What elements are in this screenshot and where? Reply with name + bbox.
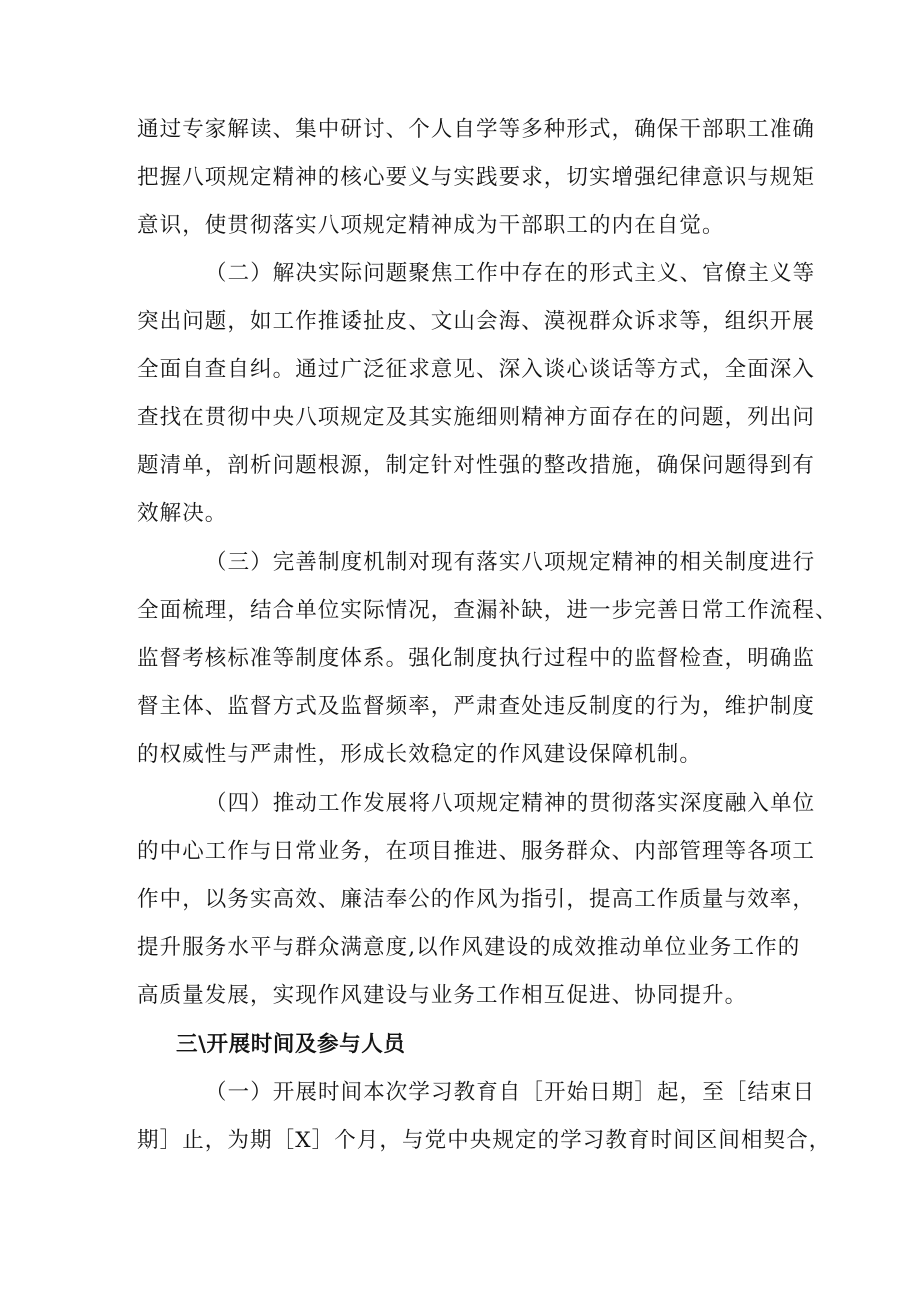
body-text-line: 高质量发展，实现作风建设与业务工作相互促进、协同提升。 (137, 983, 748, 1008)
body-text-line: 把握八项规定精神的核心要义与实践要求，切实增强纪律意识与规矩 (137, 165, 816, 190)
body-text-line: 的中心工作与日常业务，在项目推进、服务群众、内部管理等各项工 (137, 839, 816, 864)
paragraph-5-start: （一）开展时间本次学习教育自［开始日期］起，至［结束日 (205, 1080, 816, 1105)
body-text-line: 督主体、监督方式及监督频率，严肃查处违反制度的行为，维护制度 (137, 694, 816, 719)
body-text-line: 效解决。 (137, 501, 228, 526)
paragraph-4-start: （四）推动工作发展将八项规定精神的贯彻落实深度融入单位 (205, 791, 816, 816)
body-text-line: 全面自查自纠。通过广泛征求意见、深入谈心谈话等方式，全面深入 (137, 357, 816, 382)
section-heading: 三\开展时间及参与人员 (176, 1032, 406, 1057)
body-text-line: 作中，以务实高效、廉洁奉公的作风为指引，提高工作质量与效率， (137, 887, 816, 912)
body-text-line: 意识，使贯彻落实八项规定精神成为干部职工的内在自觉。 (137, 213, 725, 238)
body-text-line: 题清单，剖析问题根源，制定针对性强的整改措施，确保问题得到有 (137, 453, 816, 478)
paragraph-2-start: （二）解决实际问题聚焦工作中存在的形式主义、官僚主义等 (205, 261, 816, 286)
paragraph-3-start: （三）完善制度机制对现有落实八项规定精神的相关制度进行 (205, 550, 816, 575)
body-text-line: 期］止，为期［X］个月，与党中央规定的学习教育时间区间相契合， (137, 1128, 832, 1153)
body-text-line: 提升服务水平与群众满意度,以作风建设的成效推动单位业务工作的 (137, 935, 801, 960)
body-text-line: 通过专家解读、集中研讨、个人自学等多种形式，确保干部职工准确 (137, 117, 816, 142)
body-text-line: 突出问题，如工作推诿扯皮、文山会海、漠视群众诉求等，组织开展 (137, 309, 816, 334)
body-text-line: 的权威性与严肃性，形成长效稳定的作风建设保障机制。 (137, 742, 703, 767)
body-text-line: 全面梳理，结合单位实际情况，查漏补缺，进一步完善日常工作流程、 (137, 598, 838, 623)
body-text-line: 查找在贯彻中央八项规定及其实施细则精神方面存在的问题，列出问 (137, 405, 816, 430)
body-text-line: 监督考核标准等制度体系。强化制度执行过程中的监督检查，明确监 (137, 646, 816, 671)
